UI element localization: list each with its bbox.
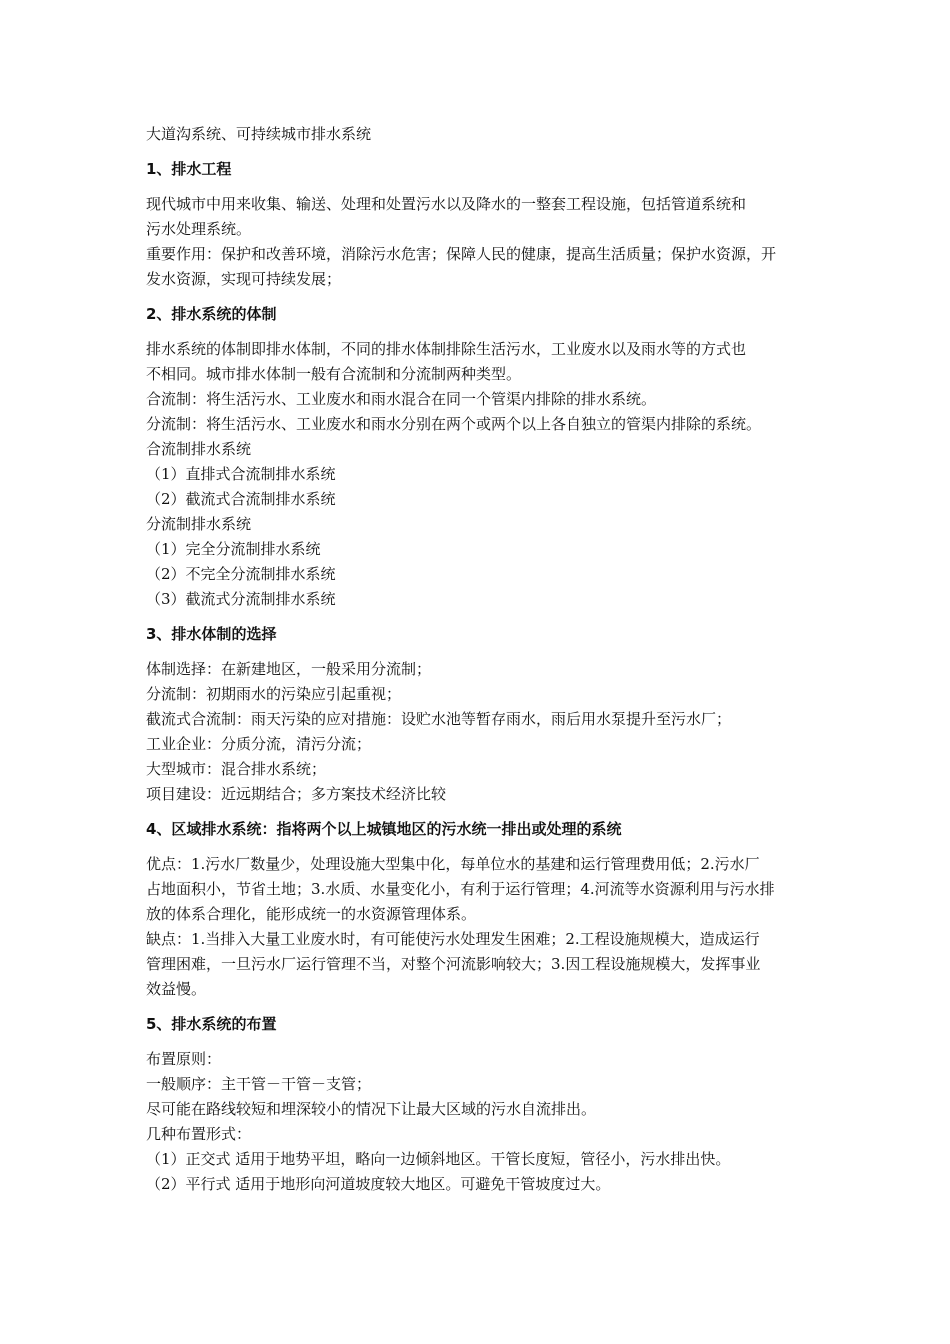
section-2-line: （3）截流式分流制排水系统 — [146, 590, 336, 608]
section-2-line: （2）截流式合流制排水系统 — [146, 490, 336, 508]
section-5-heading: 5、排水系统的布置 — [146, 1015, 277, 1033]
section-3-line: 项目建设：近远期结合；多方案技术经济比较 — [146, 785, 447, 803]
document-page — [146, 122, 822, 1197]
section-4-line: 管理困难，一旦污水厂运行管理不当，对整个河流影响较大；3.因工程设施规模大，发挥事业 — [146, 955, 761, 973]
section-5-line: 布置原则： — [146, 1050, 222, 1068]
section-4-line: 占地面积小，节省土地；3.水质、水量变化小，有利于运行管理；4.河流等水资源利用与污水排 — [146, 880, 775, 898]
section-1-line: 现代城市中用来收集、输送、处理和处置污水以及降水的一整套工程设施，包括管道系统和 — [146, 195, 747, 213]
section-5-line: 尽可能在路线较短和埋深较小的情况下让最大区域的污水自流排出。 — [146, 1100, 597, 1118]
section-4-body — [146, 852, 822, 1002]
section-2-line: 合流制排水系统 — [146, 440, 252, 458]
section-2-line: 分流制排水系统 — [146, 515, 252, 533]
section-1-line: 发水资源，实现可持续发展； — [146, 270, 342, 288]
section-3-line: 体制选择：在新建地区，一般采用分流制； — [146, 660, 432, 678]
section-2-line: 不相同。城市排水体制一般有合流制和分流制两种类型。 — [146, 365, 522, 383]
section-4-heading: 4、区域排水系统：指将两个以上城镇地区的污水统一排出或处理的系统 — [146, 820, 622, 838]
section-4-line: 缺点：1.当排入大量工业废水时，有可能使污水处理发生困难；2.工程设施规模大，造成运行 — [146, 930, 760, 948]
section-3-line: 工业企业：分质分流，清污分流； — [146, 735, 372, 753]
section-4-line: 效益慢。 — [146, 980, 207, 998]
section-3-line: 大型城市：混合排水系统； — [146, 760, 327, 778]
section-2-line: 合流制：将生活污水、工业废水和雨水混合在同一个管渠内排除的排水系统。 — [146, 390, 657, 408]
section-5-line: 一般顺序：主干管－干管－支管； — [146, 1075, 372, 1093]
section-5-line: 几种布置形式： — [146, 1125, 252, 1143]
section-2-body — [146, 337, 822, 612]
section-4-line: 放的体系合理化，能形成统一的水资源管理体系。 — [146, 905, 477, 923]
section-1-body — [146, 192, 822, 292]
section-3-body — [146, 657, 822, 807]
section-2-line: （2）不完全分流制排水系统 — [146, 565, 336, 583]
section-5-line: （1）正交式 适用于地势平坦，略向一边倾斜地区。干管长度短，管径小，污水排出快。 — [146, 1150, 731, 1168]
section-3-heading: 3、排水体制的选择 — [146, 625, 277, 643]
section-5-body — [146, 1047, 822, 1197]
section-2-line: （1）完全分流制排水系统 — [146, 540, 321, 558]
section-1-line: 污水处理系统。 — [146, 220, 252, 238]
section-2-line: 分流制：将生活污水、工业废水和雨水分别在两个或两个以上各自独立的管渠内排除的系统。 — [146, 415, 762, 433]
section-2-line: （1）直排式合流制排水系统 — [146, 465, 336, 483]
section-1-line: 重要作用：保护和改善环境，消除污水危害；保障人民的健康，提高生活质量；保护水资源，开 — [146, 245, 777, 263]
section-4-line: 优点：1.污水厂数量少，处理设施大型集中化，每单位水的基建和运行管理费用低；2.污水厂 — [146, 855, 760, 873]
section-3-line: 截流式合流制：雨天污染的应对措施：设贮水池等暂存雨水，雨后用水泵提升至污水厂； — [146, 710, 732, 728]
section-5-line: （2）平行式 适用于地形向河道坡度较大地区。可避免干管坡度过大。 — [146, 1175, 611, 1193]
section-2-line: 排水系统的体制即排水体制，不同的排水体制排除生活污水，工业废水以及雨水等的方式也 — [146, 340, 747, 358]
section-3-line: 分流制：初期雨水的污染应引起重视； — [146, 685, 402, 703]
section-2-heading: 2、排水系统的体制 — [146, 305, 277, 323]
section-1-heading: 1、排水工程 — [146, 160, 232, 178]
intro-line: 大道沟系统、可持续城市排水系统 — [146, 125, 372, 143]
